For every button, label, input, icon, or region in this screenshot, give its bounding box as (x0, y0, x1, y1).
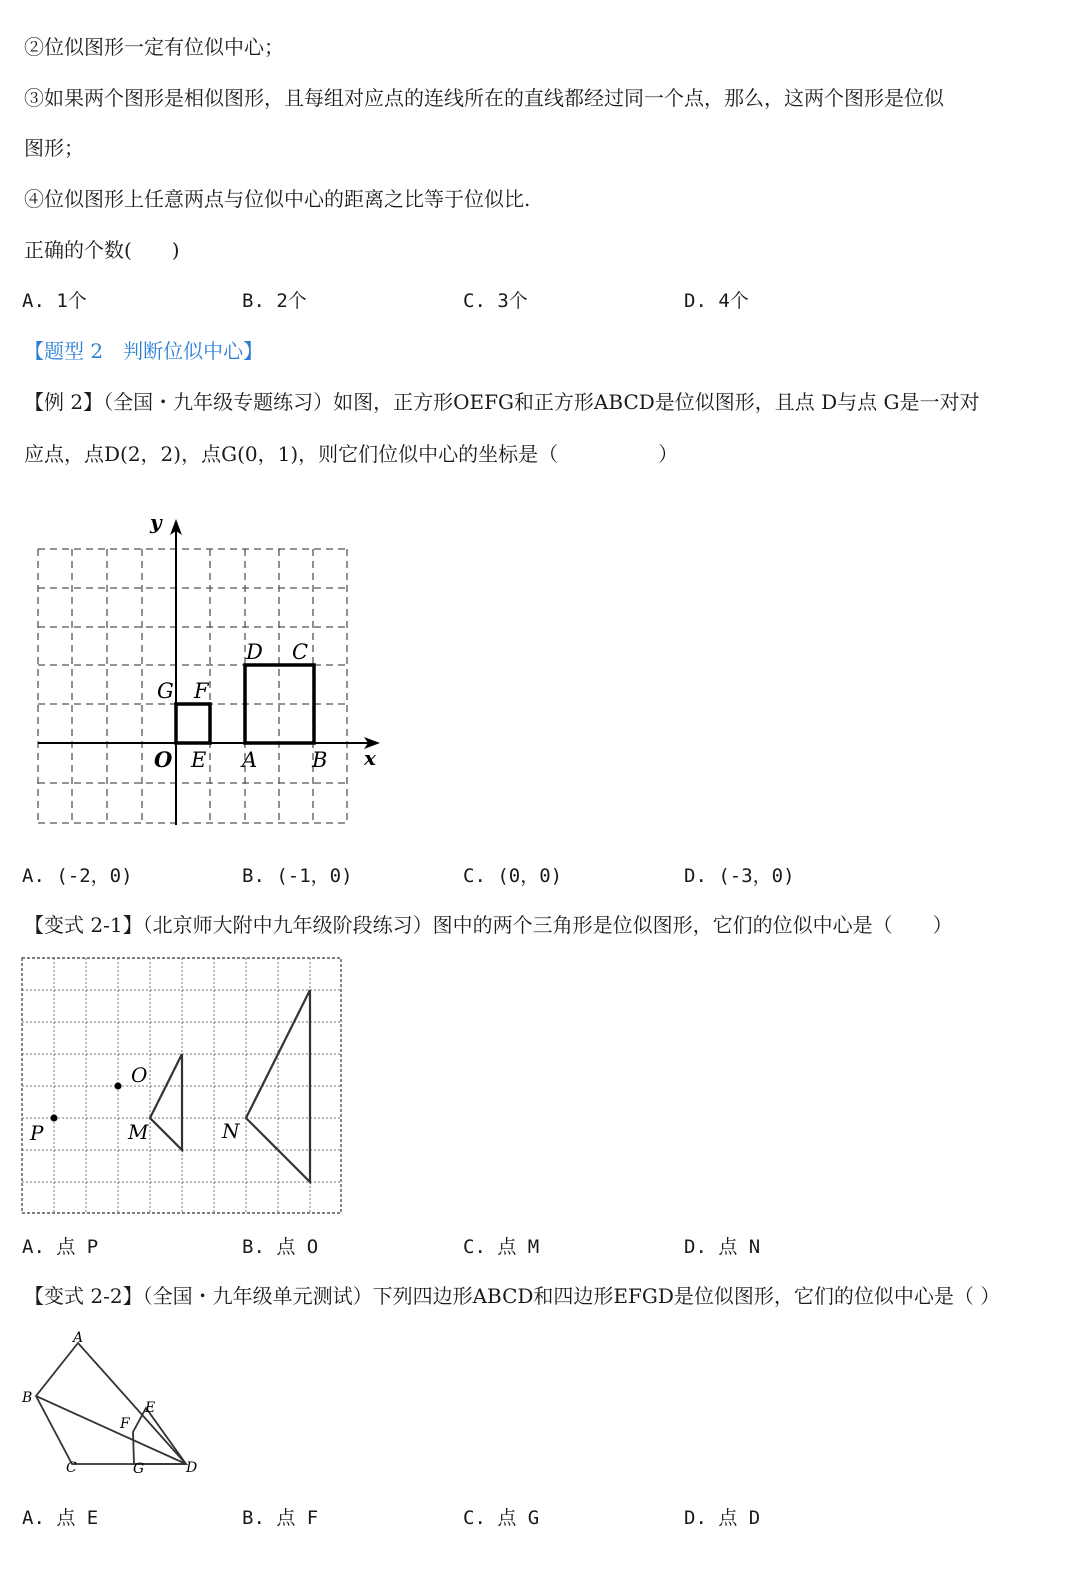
variant-2-1-options (22, 1232, 1022, 1260)
label-p: P (30, 1121, 44, 1145)
label-y: y (150, 510, 162, 534)
option-a[interactable]: A. (-2，0) (22, 865, 133, 887)
quadrilaterals (36, 1343, 186, 1464)
label-f: F (194, 679, 209, 703)
question-prompt: 正确的个数( ) (24, 238, 180, 262)
label-n: N (222, 1119, 240, 1143)
option-b[interactable]: B. 点 F (242, 1507, 319, 1529)
example-2-figure (0, 505, 400, 835)
example-2-line1: 【例 2】（全国・九年级专题练习）如图，正方形OEFG和正方形ABCD是位似图形，且点 D与点 G是一对对 (24, 390, 980, 414)
section-heading: 【题型 2 判断位似中心】 (24, 339, 264, 363)
label-o: O (154, 747, 173, 772)
option-b[interactable]: B. (-1，0) (242, 865, 353, 887)
square-oefg (176, 704, 210, 743)
example-2-options (22, 861, 1022, 889)
label-e: E (145, 1400, 156, 1416)
option-c[interactable]: C. 点 M (463, 1236, 540, 1258)
option-a[interactable]: A. 点 P (22, 1236, 99, 1258)
option-d[interactable]: D. 点 N (684, 1236, 761, 1258)
dashed-grid (38, 549, 347, 823)
label-a: A (73, 1330, 84, 1346)
option-d[interactable]: D. 4个 (684, 290, 749, 312)
option-a[interactable]: A. 1个 (22, 290, 87, 312)
point-p (51, 1115, 58, 1122)
variant-2-2-text: 【变式 2-2】（全国・九年级单元测试）下列四边形ABCD和四边形EFGD是位似图形，它们的位似中心是（ ） (24, 1284, 1001, 1308)
option-c[interactable]: C. 点 G (463, 1507, 540, 1529)
q1-options (22, 286, 1022, 314)
label-a: A (242, 748, 258, 772)
point-o (115, 1083, 122, 1090)
label-g: G (157, 679, 174, 703)
label-x: x (364, 746, 376, 770)
label-c: C (292, 640, 309, 664)
option-b[interactable]: B. 2个 (242, 290, 307, 312)
statement-4: ④位似图形上任意两点与位似中心的距离之比等于位似比. (24, 187, 531, 211)
small-triangle (150, 1054, 182, 1150)
option-c[interactable]: C. 3个 (463, 290, 528, 312)
label-c: C (66, 1460, 77, 1476)
label-d: D (246, 640, 263, 664)
variant-2-1-figure (20, 956, 344, 1216)
label-e: E (191, 748, 207, 772)
quad-abcd (36, 1343, 186, 1464)
variant-2-2-options (22, 1503, 1022, 1531)
label-b: B (312, 748, 328, 772)
label-g: G (133, 1461, 145, 1477)
example-2-line2: 应点，点D(2，2)，点G(0，1)，则它们位似中心的坐标是（ ） (24, 442, 679, 466)
variant-2-1-text: 【变式 2-1】（北京师大附中九年级阶段练习）图中的两个三角形是位似图形，它们的位似中心是（ ） (24, 913, 953, 937)
option-b[interactable]: B. 点 O (242, 1236, 319, 1258)
option-d[interactable]: D. 点 D (684, 1507, 761, 1529)
option-d[interactable]: D. (-3，0) (684, 865, 795, 887)
label-o: O (131, 1063, 148, 1087)
label-m: M (128, 1120, 149, 1144)
variant-2-2-figure (10, 1328, 210, 1478)
option-c[interactable]: C. (0，0) (463, 865, 563, 887)
statement-2: ②位似图形一定有位似中心； (24, 35, 284, 59)
label-f: F (120, 1416, 130, 1432)
option-a[interactable]: A. 点 E (22, 1507, 99, 1529)
statement-3-line2: 图形； (24, 136, 84, 160)
label-d: D (186, 1460, 198, 1476)
statement-3-line1: ③如果两个图形是相似图形，且每组对应点的连线所在的直线都经过同一个点，那么，这两个图形是位似 (24, 86, 944, 110)
label-b: B (22, 1390, 33, 1406)
